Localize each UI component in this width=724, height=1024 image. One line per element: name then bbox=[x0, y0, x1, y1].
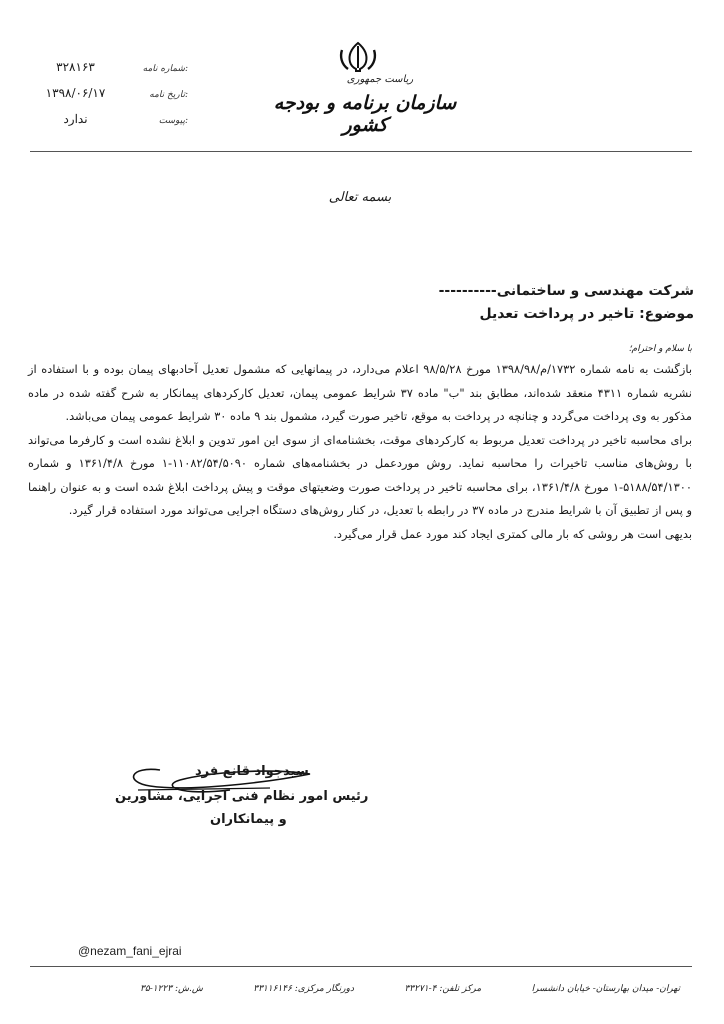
organization-name: سازمان برنامه و بودجه کشور bbox=[273, 92, 457, 136]
meta-row-attachment bbox=[28, 112, 188, 138]
signer-name: سیدجواد قانع فرد bbox=[195, 764, 309, 779]
presidency-label: ریاست جمهوری bbox=[346, 74, 414, 85]
meta-row-number bbox=[28, 60, 188, 86]
iran-emblem-icon bbox=[336, 40, 380, 74]
letter-number: ۳۲۸۱۶۳ bbox=[56, 60, 95, 74]
letter-date: ۱۳۹۸/۰۶/۱۷ bbox=[45, 86, 106, 100]
channel-watermark: @nezam_fani_ejrai bbox=[78, 944, 182, 958]
footer-postal-code: ش.ش: ۱۲۲۳-۳۵ bbox=[140, 984, 203, 994]
footer-address: تهران- میدان بهارستان- خیابان دانشسرا bbox=[531, 984, 680, 994]
signer-title-line2: و پیمانکاران bbox=[210, 812, 287, 827]
letter-number-label: شماره نامه: bbox=[142, 64, 188, 74]
bismillah: بسمه تعالی bbox=[328, 190, 392, 205]
body-paragraph-1: بازگشت به نامه شماره ۱۷۳۲/م/۱۳۹۸/۹۸ مورخ ۹۸/۵/۲۸ اعلام می‌دارد، در پیمانهایی که مشمول تعدیل آحادبهای پیمان بوده و با استفاده از نشریه شماره ۴۳۱۱ منعقد شده‌اند، مطابق بند "ب" ماده ۳۷ شرایط عمومی پیمان، تعدیل کارکردهای پیمانکار به شرح گفته شده در ماده مذکور به وی پرداخت می‌گردد و چنانچه در پرداخت به موقع، تاخیر صورت گیرد، مشمول بند ۹ ماده ۳۰ شرایط عمومی پیمان می‌باشد. bbox=[28, 362, 692, 423]
signer-title-line1: رئیس امور نظام فنی اجرایی، مشاورین bbox=[115, 789, 369, 804]
footer-divider bbox=[30, 966, 692, 967]
letter-date-label: تاریخ نامه: bbox=[149, 90, 188, 100]
letter-meta bbox=[28, 60, 188, 138]
body-paragraph-2: برای محاسبه تاخیر در پرداخت تعدیل مربوط به کارکردهای موقت، بخشنامه‌ای از سوی این امور تدوین و ابلاغ نشده است و کارفرما می‌تواند با روش‌های مناسب تاخیرات را محاسبه نماید. روش موردعمل در بخشنامه‌های شماره ۱۱۰۸۲/۵۴/۵۰۹۰-۱ مورخ ۱۳۶۱/۴/۸ و شماره ۵۱۸۸/۵۴/۱۳۰۰-۱ مورخ ۱۳۶۱/۴/۸، برای محاسبه تاخیر در پرداخت صورت وضعیتهای موقت و پیش پرداخت ابلاغ شده است و به عنوان راهنما و پس از تطبیق آن با شرایط مندرج در ماده ۳۷ در رابطه با تعدیل، در کنار روش‌های دستگاه اجرایی می‌تواند مورد استفاده قرار گیرد. bbox=[28, 432, 692, 517]
letter-body bbox=[28, 358, 692, 546]
salutation: با سلام و احترام؛ bbox=[628, 344, 692, 354]
footer-phone: مرکز تلفن: ۴-۳۳۲۷۱ bbox=[404, 984, 482, 994]
subject-line: موضوع: تاخیر در پرداخت تعدیل bbox=[479, 306, 694, 322]
body-paragraph-3: بدیهی است هر روشی که بار مالی کمتری ایجاد کند مورد عمل قرار می‌گیرد. bbox=[333, 526, 692, 541]
meta-row-date bbox=[28, 86, 188, 112]
letter-attachment: ندارد bbox=[63, 112, 88, 126]
letter-attachment-label: پیوست: bbox=[158, 116, 188, 126]
addressee: شرکت مهندسی و ساختمانی---------- bbox=[438, 283, 694, 299]
header-divider bbox=[30, 151, 692, 152]
footer bbox=[140, 984, 680, 994]
footer-fax: دورنگار مرکزی: ۳۳۱۱۶۱۴۶ bbox=[253, 984, 355, 994]
